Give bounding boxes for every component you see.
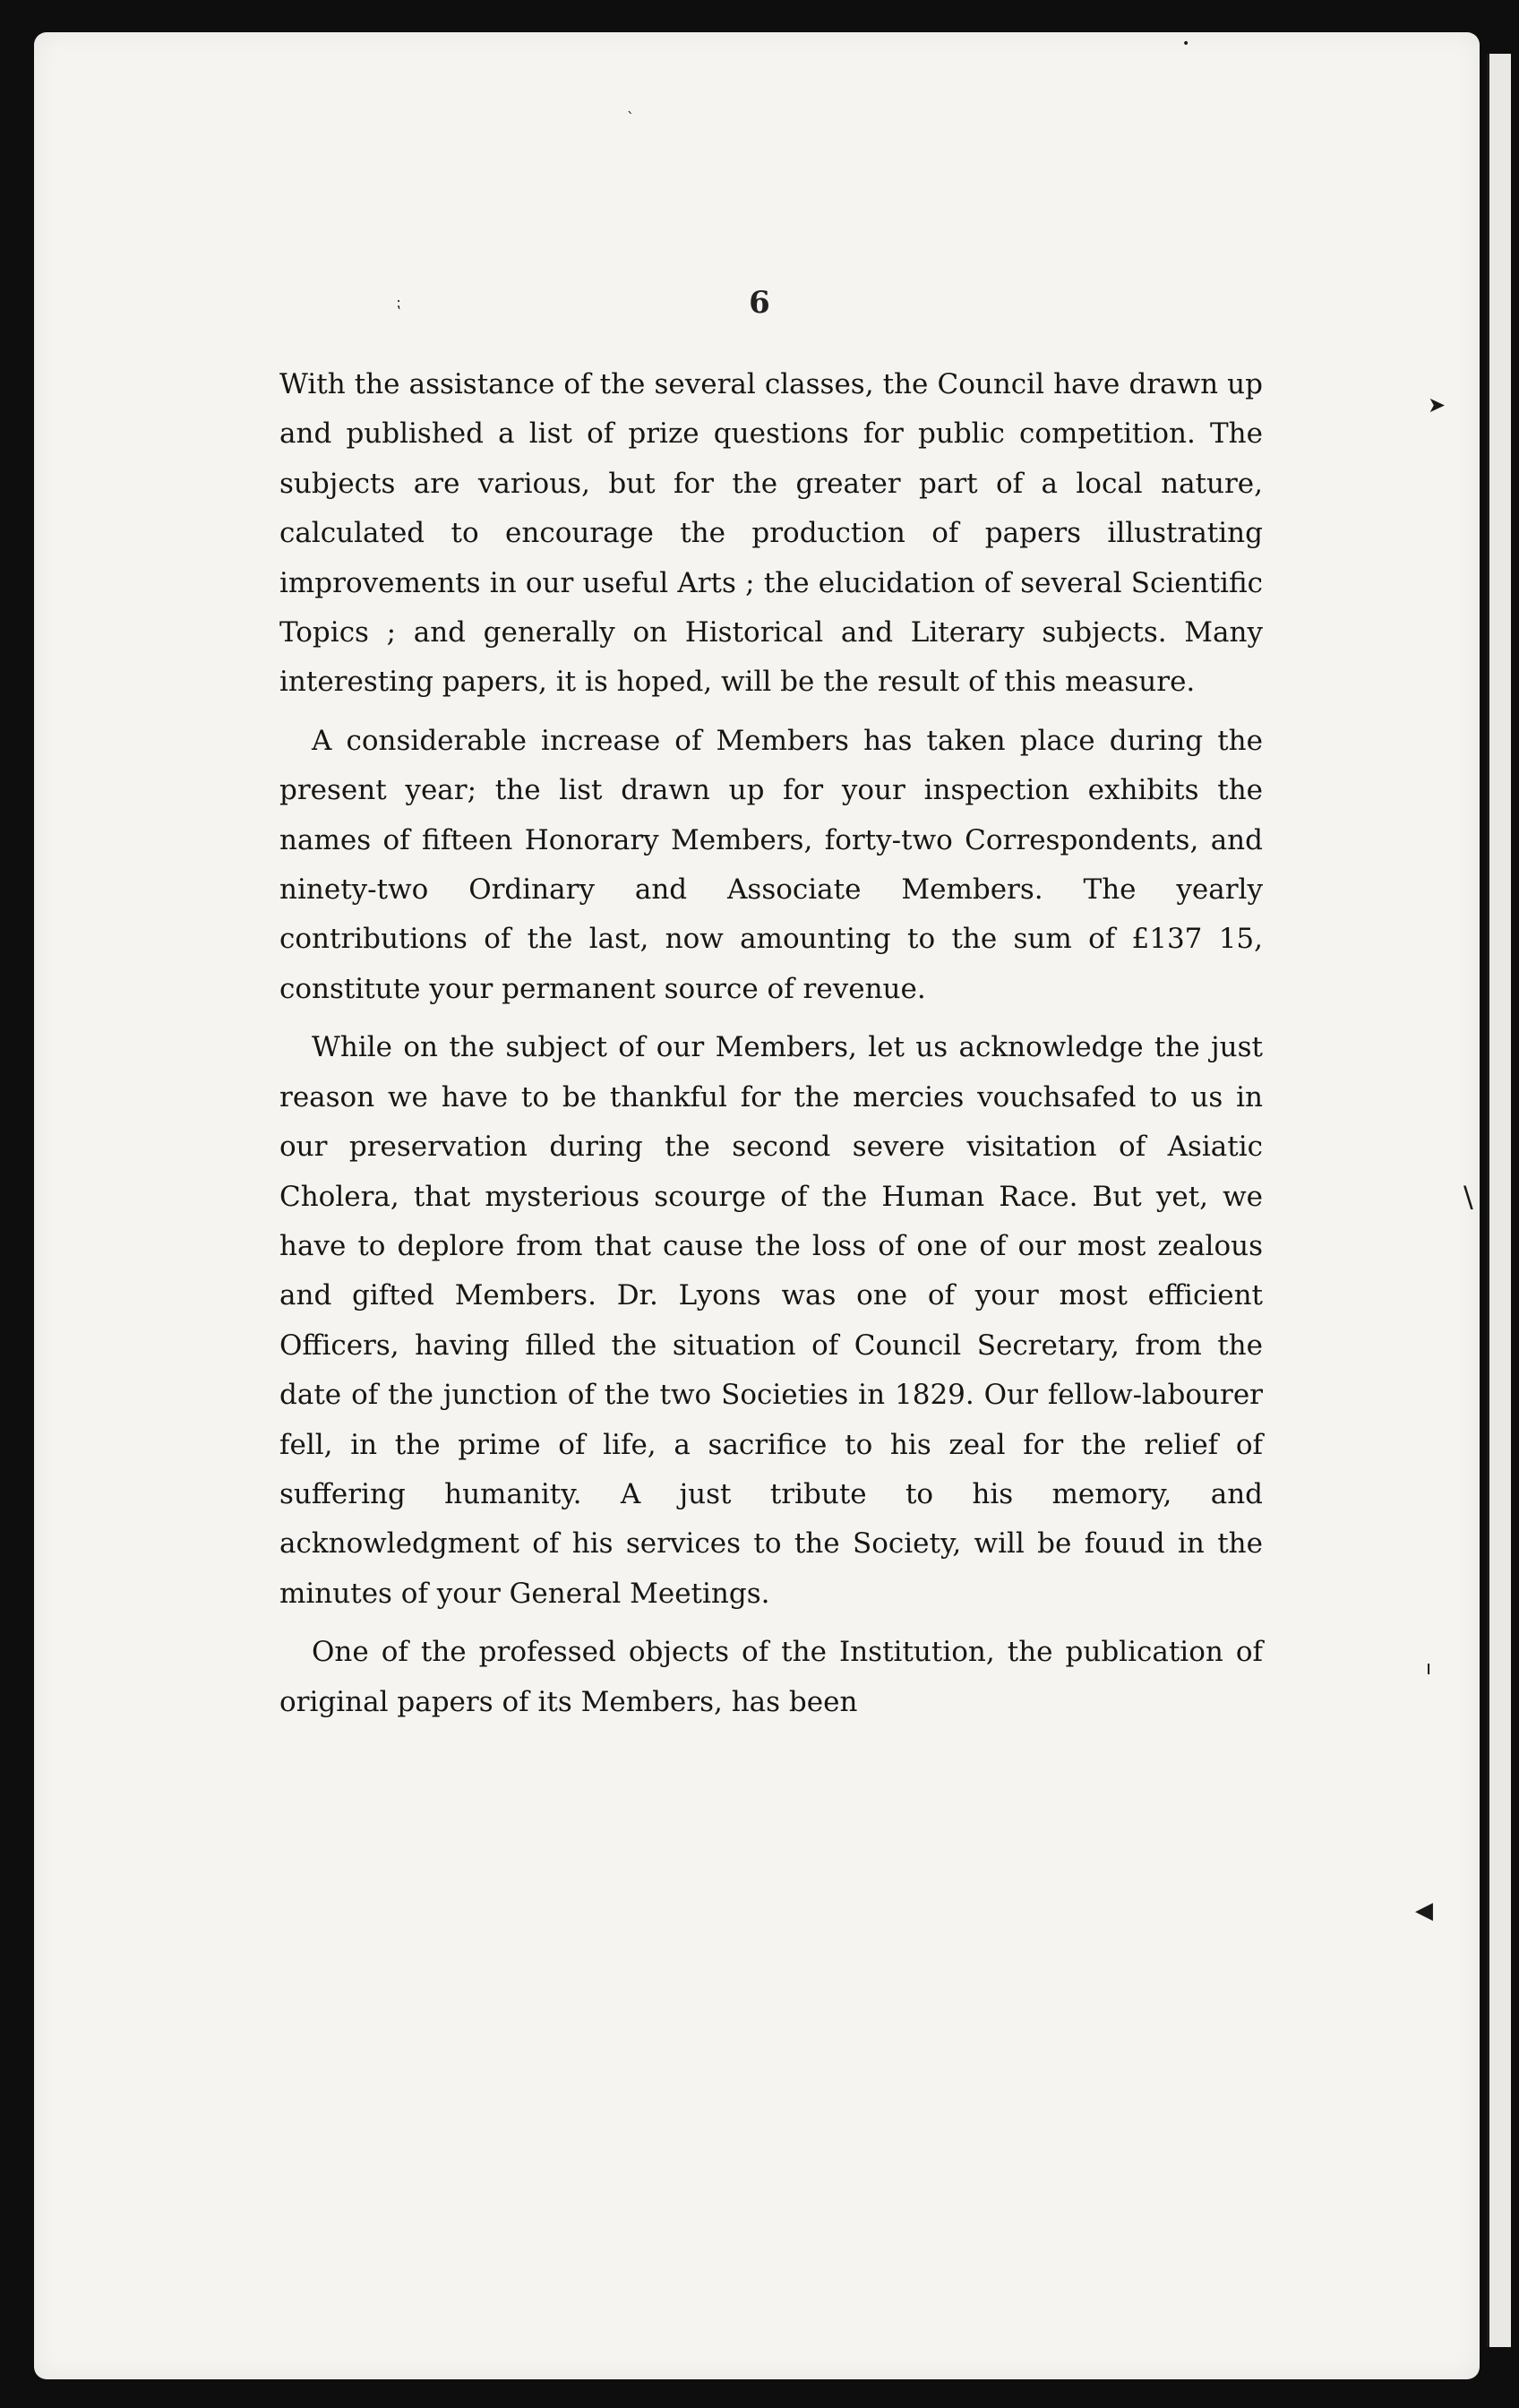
page-number: 6 [749,285,770,321]
margin-arrow-mark: ➤ [1428,392,1446,417]
margin-tick-mark: \ [1463,1180,1473,1214]
ink-speck-mark: ⁏ [396,294,401,311]
paragraph-publication: One of the professed objects of the Institution, the publication of original papers of its Members, has been [279,1636,1263,1718]
paragraph-members-increase: A considerable increase of Members has taken place during the present year; the list drawn up for your inspection exhibits the names of fifteen Honorary Members, forty-two Correspondents, and ninety-two Ordinary and Associate Members. The yearly contributions of the last, now amounting to the sum of £137 15, constitute your permanent source of revenue. [279,724,1263,1005]
paragraph-cholera-tribute: While on the subject of our Members, let us acknowledge the just reason we have to be thankful for the mercies vouchsafed to us in our preservation during the second severe visitation of Asiatic Cholera, that mysterious scourge of the Human Race. But yet, we have to deplore from that cause the loss of one of our most zealous and gifted Members. Dr. Lyons was one of your most efficient Officers, having filled the situation of Council Secretary, from the date of the junction of the two Societies in 1829. Our fellow-labourer fell, in the prime of life, a sacrifice to his zeal for the relief of suffering humanity. A just tribute to his memory, and acknowledgment of his services to the Society, will be fouud in the minutes of your General Meetings. [279,1031,1263,1610]
facing-page-edge [1487,54,1511,2347]
margin-arrow-mark: ◀ [1415,1897,1433,1924]
ink-speck-mark: • [1182,37,1190,51]
margin-tick-mark: ı [1426,1657,1432,1680]
paragraph-prize-questions: With the assistance of the several classes, the Council have drawn up and published a list of prize questions for public competition. The subjects are various, but for the greater part of a local nature, calculated to encourage the production of papers illustrating improvements in our useful Arts ; the elucidation of several Scientific Topics ; and generally on Historical and Literary subjects. Many interesting papers, it is hoped, will be the result of this measure. [279,368,1263,699]
ink-speck-mark: ˎ [627,97,634,114]
body-text [279,360,1263,1727]
